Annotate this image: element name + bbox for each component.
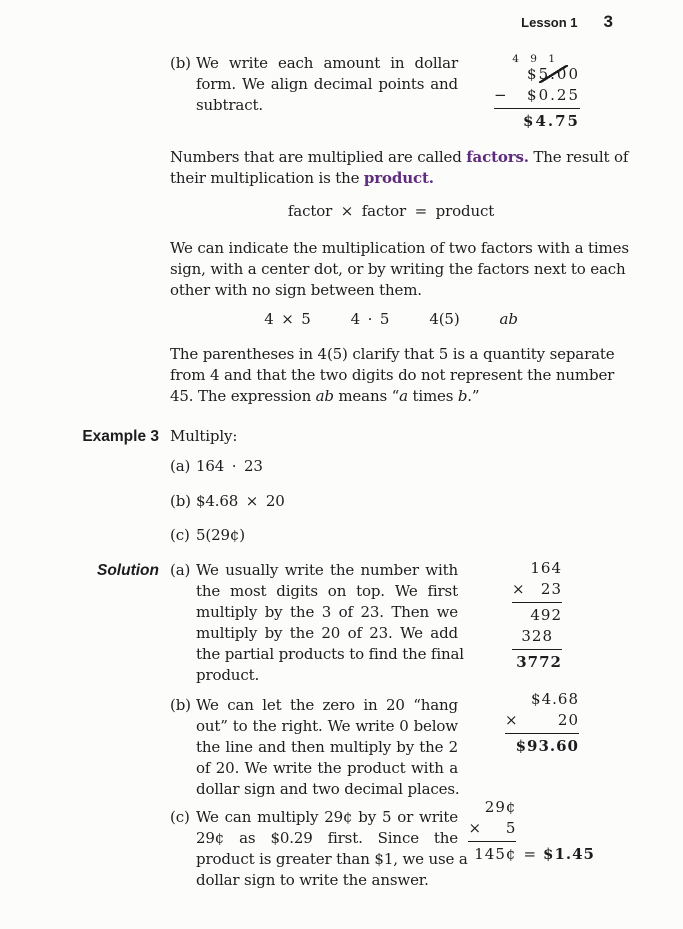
text-run: Numbers that are multiplied are called — [170, 148, 462, 166]
paragraph-line: sign, with a center dot, or by writing the factors next to each — [170, 260, 626, 278]
multiplier: 20 — [557, 711, 579, 729]
item-label: (b) — [170, 492, 191, 510]
part-b-text — [196, 53, 458, 116]
factor-equation: factor × factor = product — [287, 202, 495, 220]
paragraph-line — [170, 386, 612, 407]
times-sign: × — [468, 819, 483, 837]
factors-paragraph — [170, 147, 629, 189]
paragraph-line: dollar sign and two decimal places. — [196, 780, 460, 798]
factor-equation-row — [170, 201, 612, 222]
solution-b-text — [196, 695, 458, 800]
item-expression: 164 · 23 — [196, 457, 263, 475]
paragraph-line: out” to the right. We write 0 below — [196, 717, 458, 735]
solution-b-paragraph — [170, 695, 458, 800]
minuend — [494, 64, 580, 85]
equals-sign: = — [523, 845, 538, 863]
solution-c-text — [196, 807, 468, 891]
paragraph-line: dollar sign to write the answer. — [196, 871, 429, 889]
example3-item-c — [170, 525, 683, 546]
indicate-paragraph — [170, 238, 629, 301]
solution-b-label: (b) — [170, 696, 191, 714]
dollar-answer: $1.45 — [543, 845, 595, 863]
paragraph-line: We can indicate the multiplication of two factors with a times — [170, 239, 629, 257]
paragraph-line: We can multiply 29¢ by 5 or write — [196, 808, 458, 826]
paragraph-line: The parentheses in 4(5) clarify that 5 is a quantity separate — [170, 345, 615, 363]
part-b-label: (b) — [170, 54, 191, 72]
final-product: $93.60 — [515, 737, 579, 755]
subtraction-work — [494, 53, 580, 132]
minus-sign: − — [494, 86, 509, 104]
text-run: 45. The expression — [170, 387, 312, 405]
paragraph-line: 29¢ as $0.29 first. Since the — [196, 829, 458, 847]
example3-instruction: Multiply: — [170, 427, 238, 445]
lesson-label: Lesson 1 — [521, 15, 578, 30]
item-label: (a) — [170, 457, 191, 475]
page-header — [0, 0, 683, 33]
paragraph-line — [170, 147, 629, 168]
trailing-digit: 0 — [568, 65, 580, 83]
solution-label: Solution — [97, 562, 159, 579]
solution-c-section — [170, 798, 683, 891]
solution-a-paragraph — [170, 560, 464, 686]
text-run: their multiplication is the — [170, 169, 360, 187]
solution-b-section — [170, 690, 683, 800]
paragraph-line: product. — [196, 666, 260, 684]
solution-a-section — [97, 559, 683, 686]
notation-row — [170, 309, 683, 330]
subtrahend: $0.25 — [527, 86, 580, 104]
variable-a: a — [399, 387, 408, 405]
multiplication-work-a — [512, 558, 562, 673]
paragraph-line: We write each amount in dollar — [196, 54, 458, 72]
text-run: The result of — [533, 148, 629, 166]
multiplier-row — [505, 710, 579, 734]
paragraph-line: other with no sign between them. — [170, 281, 422, 299]
times-sign: × — [505, 711, 519, 729]
example3-item-b — [170, 491, 683, 512]
final-product: 3772 — [516, 653, 562, 671]
paragraph-line — [170, 168, 612, 189]
vocab-term-factors: factors. — [466, 148, 529, 166]
paragraph-line: multiply by the 3 of 23. Then we — [196, 603, 458, 621]
paragraph-line: We usually write the number with — [196, 561, 458, 579]
solution-a-text — [196, 560, 464, 686]
difference: $4.75 — [523, 112, 580, 130]
paragraph-line: the line and then multiply by the 2 — [196, 738, 458, 756]
solution-c-paragraph — [170, 807, 468, 891]
notation-forms — [170, 309, 612, 330]
dot-form: 4 · 5 — [350, 310, 390, 328]
juxtaposition-form: ab — [499, 310, 518, 328]
borrow-digits: 4 9 1 — [512, 53, 559, 65]
variable-b: b — [457, 387, 468, 405]
text-run: times — [412, 387, 454, 405]
multiplication-work-b — [505, 689, 579, 757]
multiplier-row — [468, 818, 516, 842]
dollar-conversion — [523, 844, 595, 865]
paragraph-line: multiply by the 20 of 23. We add — [196, 624, 458, 642]
multiplicand: $4.68 — [531, 690, 579, 708]
multiplier: 23 — [540, 580, 562, 598]
page-number: 3 — [603, 12, 613, 31]
item-label: (c) — [170, 526, 190, 544]
text-run: means “ — [338, 387, 400, 405]
item-expression: $4.68 × 20 — [196, 492, 285, 510]
paragraph-line: the most digits on top. We first — [196, 582, 458, 600]
times-form: 4 × 5 — [264, 310, 311, 328]
partial-product-2: 328 — [512, 626, 562, 650]
text-run: .” — [467, 387, 480, 405]
paragraph-line: form. We align decimal points and — [196, 75, 458, 93]
parentheses-paragraph — [170, 344, 615, 407]
multiplication-work-c — [468, 797, 595, 865]
cents-product: 145¢ — [474, 845, 517, 863]
subtrahend-row — [494, 85, 580, 109]
paragraph-line: subtract. — [196, 96, 263, 114]
solution-a-label: (a) — [170, 561, 191, 579]
part-b-section — [170, 53, 683, 132]
example3-row — [82, 426, 683, 447]
item-expression: 5(29¢) — [196, 526, 245, 544]
paragraph-line: product is greater than $1, we use a — [196, 850, 468, 868]
expression-ab: ab — [315, 387, 334, 405]
multiplier: 5 — [505, 819, 517, 837]
times-sign: × — [512, 580, 526, 598]
partial-product-1: 492 — [530, 606, 562, 624]
paragraph-line: We can let the zero in 20 “hang — [196, 696, 458, 714]
work-c-column — [468, 797, 516, 865]
currency-sign: $ — [527, 65, 539, 83]
example3-item-a — [170, 456, 683, 477]
multiplicand: 164 — [530, 559, 562, 577]
struck-digits: 5.0 — [538, 65, 569, 83]
solution-c-label: (c) — [170, 808, 190, 826]
example3-label: Example 3 — [82, 428, 159, 445]
paragraph-line: the partial products to find the final — [196, 645, 464, 663]
multiplicand: 29¢ — [484, 798, 517, 816]
paren-form: 4(5) — [429, 310, 460, 328]
part-b-paragraph — [170, 53, 458, 116]
paragraph-line: of 20. We write the product with a — [196, 759, 458, 777]
vocab-term-product: product. — [363, 169, 434, 187]
paragraph-line: from 4 and that the two digits do not represent the number — [170, 366, 615, 384]
multiplier-row — [512, 579, 562, 603]
